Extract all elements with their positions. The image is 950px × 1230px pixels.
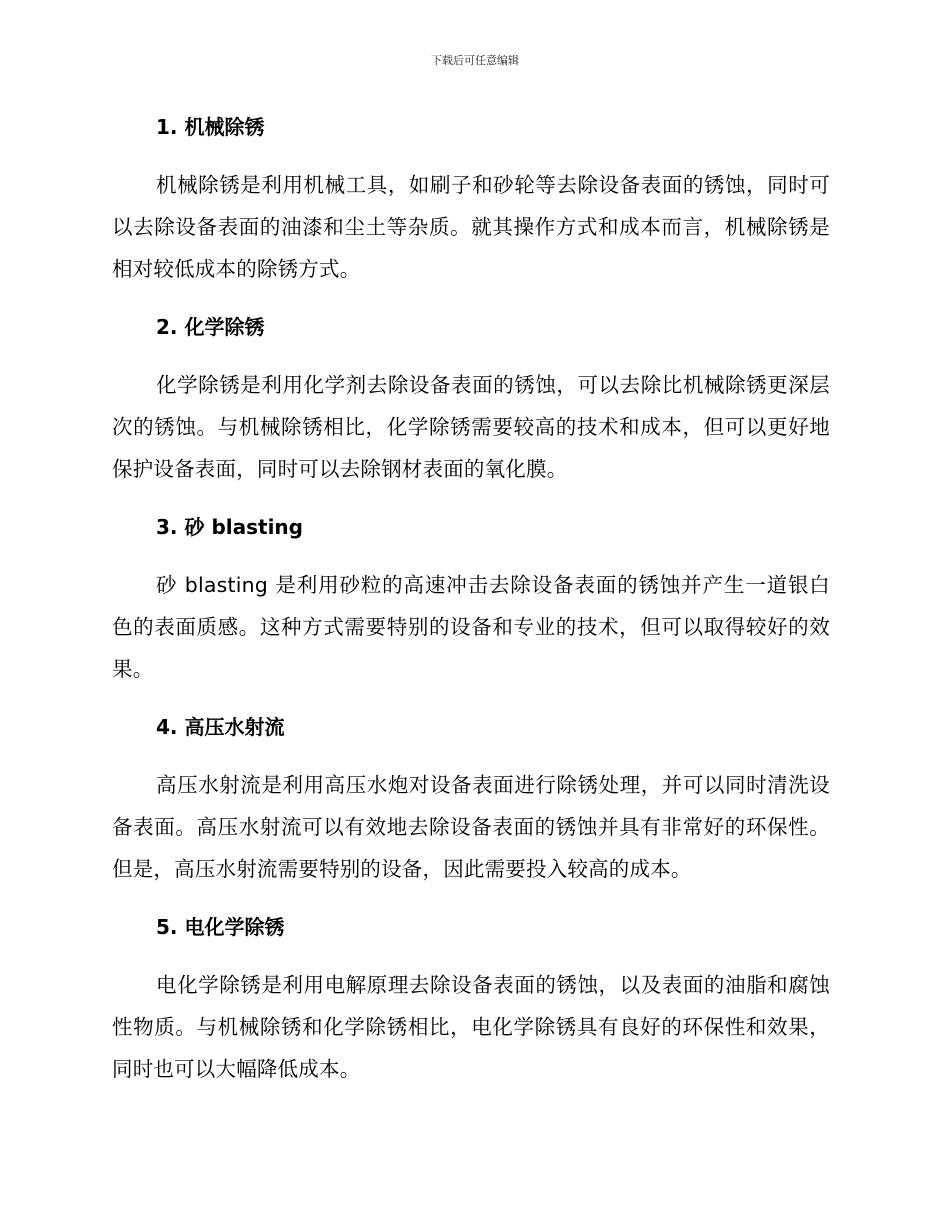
section-chemical-rust-removal: [112, 310, 830, 490]
section-paragraph: 砂 blasting 是利用砂粒的高速冲击去除设备表面的锈蚀并产生一道银白色的表面质感。这种方式需要特别的设备和专业的技术，但可以取得较好的效果。: [112, 573, 830, 681]
document-body: [112, 110, 830, 1110]
section-heading: 2. 化学除锈: [156, 315, 265, 339]
section-paragraph: 机械除锈是利用机械工具，如刷子和砂轮等去除设备表面的锈蚀，同时可以去除设备表面的油漆和尘土等杂质。就其操作方式和成本而言，机械除锈是相对较低成本的除锈方式。: [112, 173, 830, 281]
page-header: 下载后可任意编辑: [431, 54, 519, 67]
section-paragraph: 电化学除锈是利用电解原理去除设备表面的锈蚀，以及表面的油脂和腐蚀性物质。与机械除锈和化学除锈相比，电化学除锈具有良好的环保性和效果，同时也可以大幅降低成本。: [112, 973, 830, 1081]
section-paragraph: 化学除锈是利用化学剂去除设备表面的锈蚀，可以去除比机械除锈更深层次的锈蚀。与机械除锈相比，化学除锈需要较高的技术和成本，但可以更好地保护设备表面，同时可以去除钢材表面的氧化膜。: [112, 373, 830, 481]
section-heading: 5. 电化学除锈: [156, 915, 285, 939]
section-electrochemical-rust-removal: [112, 910, 830, 1090]
section-heading: 4. 高压水射流: [156, 715, 285, 739]
section-high-pressure-water-jet: [112, 710, 830, 890]
section-heading: 1. 机械除锈: [156, 115, 265, 139]
section-heading: 3. 砂 blasting: [156, 515, 303, 539]
section-mechanical-rust-removal: [112, 110, 830, 290]
section-sand-blasting: [112, 510, 830, 690]
section-paragraph: 高压水射流是利用高压水炮对设备表面进行除锈处理，并可以同时清洗设备表面。高压水射流可以有效地去除设备表面的锈蚀并具有非常好的环保性。但是，高压水射流需要特别的设备，因此需要投入较高的成本。: [112, 773, 830, 881]
